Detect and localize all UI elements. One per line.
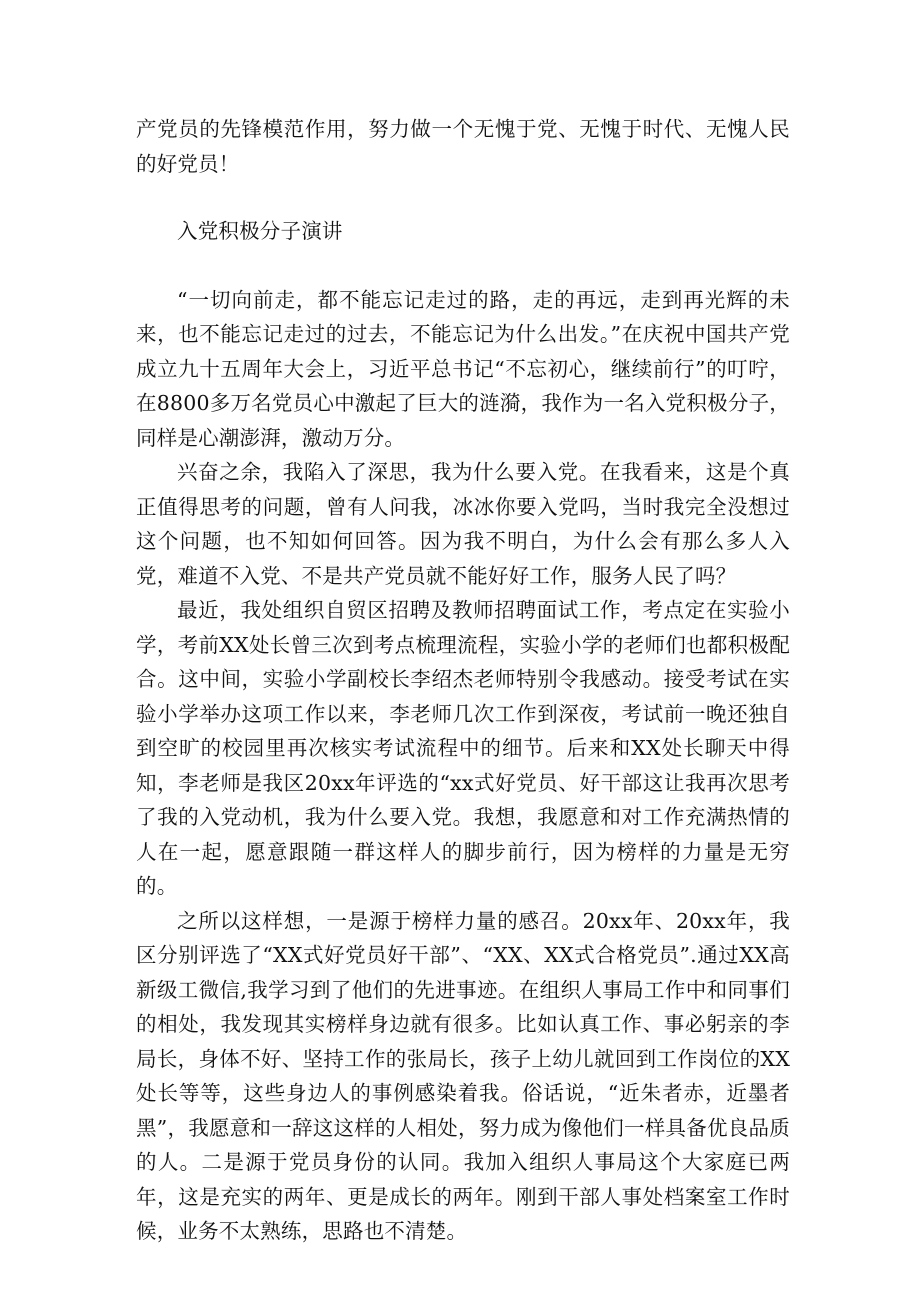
body-paragraph: “一切向前走，都不能忘记走过的路，走的再远，走到再光辉的未来，也不能忘记走过的过去，不能忘记为什么出发。”在庆祝中国共产党成立九十五周年大会上，习近平总书记“不忘初心，继续前行”的叮咛，在8800多万名党员心中激起了巨大的涟漪，我作为一名入党积极分子，同样是心潮澎湃，激动万分。	[136, 287, 790, 450]
document-body	[136, 112, 790, 1249]
body-paragraph: 最近，我处组织自贸区招聘及教师招聘面试工作，考点定在实验小学，考前XX处长曾三次到考点梳理流程，实验小学的老师们也都积极配合。这中间，实验小学副校长李绍杰老师特别令我感动。接受考试在实验小学举办这项工作以来，李老师几次工作到深夜，考试前一晚还独自到空旷的校园里再次核实考试流程中的细节。后来和XX处长聊天中得知，李老师是我区20xx年评选的“xx式好党员、好干部这让我再次思考了我的入党动机，我为什么要入党。我想，我愿意和对工作充满热情的人在一起，愿意跟随一群这样人的脚步前行，因为榜样的力量是无穷的。	[136, 598, 790, 898]
continuation-paragraph: 产党员的先锋模范作用，努力做一个无愧于党、无愧于时代、无愧人民的好党员！	[136, 117, 790, 176]
body-paragraph: 之所以这样想，一是源于榜样力量的感召。20xx年、20xx年，我区分别评选了“XX式好党员好干部”、“XX、XX式合格党员”.通过XX高新级工微信,我学习到了他们的先进事迹。在组织人事局工作中和同事们的相处，我发现其实榜样身边就有很多。比如认真工作、事必躬亲的李局长，身体不好、坚持工作的张局长，孩子上幼儿就回到工作岗位的XX处长等等，这些身边人的事例感染着我。俗话说，“近朱者赤，近墨者黑”，我愿意和一辞这这样的人相处，努力成为像他们一样具备优良品质的人。二是源于党员身份的认同。我加入组织人事局这个大家庭已两年，这是充实的两年、更是成长的两年。刚到干部人事处档案室工作时候，业务不太熟练，思路也不清楚。	[136, 908, 790, 1243]
body-paragraph: 兴奋之余，我陷入了深思，我为什么要入党。在我看来，这是个真正值得思考的问题，曾有人问我，冰冰你要入党吗，当时我完全没想过这个问题，也不知如何回答。因为我不明白，为什么会有那么多人入党，难道不入党、不是共产党员就不能好好工作，服务人民了吗？	[136, 460, 790, 588]
speech-title: 入党积极分子演讲	[177, 219, 343, 243]
